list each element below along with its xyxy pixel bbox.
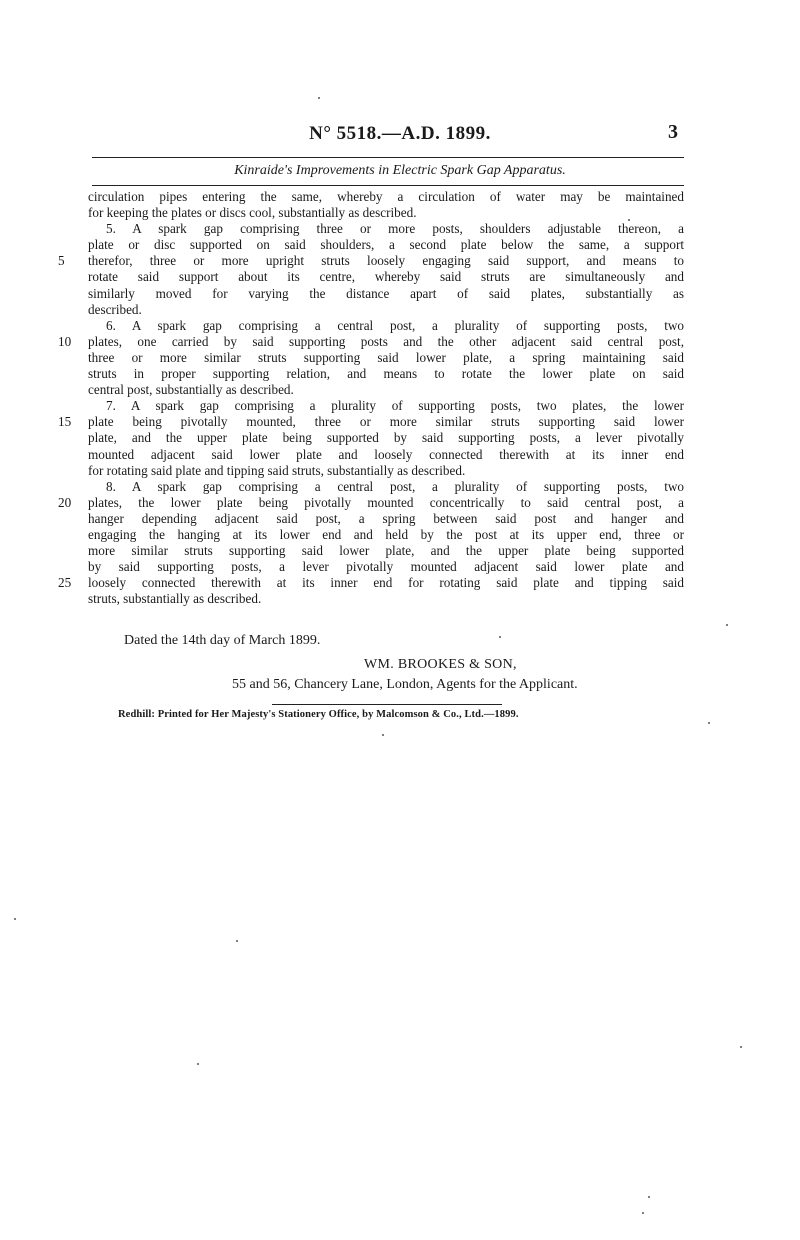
line-text: struts in proper supporting relation, and means to rotate the lower plate on said: [88, 366, 684, 382]
line-text: 5. A spark gap comprising three or more posts, shoulders adjustable thereon, a: [106, 221, 684, 237]
line-text: circulation pipes entering the same, whereby a circulation of water may be maintained: [88, 189, 684, 204]
text-line: [88, 479, 684, 495]
text-line: [58, 575, 684, 591]
line-text: described.: [88, 301, 142, 317]
page-title: N° 5518.—A.D. 1899.: [309, 123, 491, 144]
line-text: three or more similar struts supporting said lower plate, a spring maintaining said: [88, 349, 684, 365]
text-line: [88, 189, 684, 205]
line-text: rotate said support about its centre, whereby said struts are simultaneously and: [88, 269, 684, 285]
scan-speck: [236, 940, 238, 942]
text-line: [88, 398, 684, 414]
line-text: therefor, three or more upright struts loosely engaging said support, and means to: [88, 253, 684, 269]
line-number: 5: [58, 253, 65, 269]
scan-speck: [648, 1196, 650, 1198]
line-text: struts, substantially as described.: [88, 591, 262, 607]
line-text: engaging the hanging at its lower end and held by the post at its upper end, three or: [88, 526, 684, 542]
text-line: [58, 253, 684, 269]
text-line: [58, 414, 684, 430]
text-line: [58, 333, 684, 350]
scan-speck: [628, 219, 630, 221]
subtitle-rule: [92, 185, 684, 186]
line-text: plate being pivotally mounted, three or more similar struts supporting said lower: [88, 414, 684, 430]
printer-imprint: Redhill: Printed for Her Majesty's Stationery Office, by Malcomson & Co., Ltd.—1899.: [118, 709, 519, 720]
line-text: loosely connected therewith at its inner end for rotating said plate and tipping said: [88, 575, 684, 591]
text-line: [88, 221, 684, 237]
line-number: 15: [58, 414, 72, 430]
line-text: plates, the lower plate being pivotally mounted concentrically to said central post, a: [88, 494, 684, 510]
scan-speck: [726, 624, 728, 626]
agent-name: WM. BROOKES & SON,: [364, 657, 517, 672]
scan-speck: [708, 722, 710, 724]
scan-speck: [14, 918, 16, 920]
text-line: [88, 591, 684, 607]
line-number: 10: [58, 333, 72, 349]
line-text: 6. A spark gap comprising a central post, a plurality of supporting posts, two: [106, 317, 684, 333]
scan-speck: [318, 97, 320, 99]
claims-text-block: [58, 189, 684, 607]
agent-address: 55 and 56, Chancery Lane, London, Agents for the Applicant.: [232, 677, 578, 692]
text-line: [88, 302, 684, 318]
line-number: 25: [58, 575, 72, 591]
running-subtitle: Kinraide's Improvements in Electric Spark Gap Apparatus.: [234, 163, 566, 178]
line-text: by said supporting posts, a lever pivotally mounted adjacent said lower plate and: [88, 559, 684, 575]
text-line: [88, 366, 684, 382]
header-rule: [92, 157, 684, 158]
line-text: similarly moved for varying the distance apart of said plates, substantially as: [88, 285, 684, 301]
scan-speck: [642, 1212, 644, 1214]
line-text: 7. A spark gap comprising a plurality of supporting posts, two plates, the lower: [106, 398, 684, 414]
text-line: [88, 286, 684, 302]
text-line: [88, 430, 684, 446]
text-line: [88, 382, 684, 398]
page-number: 3: [668, 121, 678, 143]
text-line: [88, 269, 684, 285]
text-line: [88, 511, 684, 527]
line-text: 8. A spark gap comprising a central post, a plurality of supporting posts, two: [106, 478, 684, 494]
scan-speck: [382, 734, 384, 736]
line-text: hanger depending adjacent said post, a spring between said post and hanger and: [88, 510, 684, 526]
text-line: [88, 559, 684, 575]
scan-speck: [740, 1046, 742, 1048]
line-text: mounted adjacent said lower plate and loosely connected therewith at its inner end: [88, 446, 684, 462]
text-line: [88, 543, 684, 559]
scan-speck: [499, 636, 501, 638]
line-text: plates, one carried by said supporting posts and the other adjacent said central post,: [88, 333, 684, 349]
line-number: 20: [58, 494, 72, 510]
dated-line: Dated the 14th day of March 1899.: [124, 633, 321, 648]
scan-speck: [197, 1063, 199, 1065]
text-line: [88, 463, 684, 479]
text-line: [88, 237, 684, 253]
line-text: central post, substantially as described.: [88, 382, 294, 398]
text-line: [88, 318, 684, 334]
line-text: more similar struts supporting said lower plate, and the upper plate being supported: [88, 543, 684, 559]
text-line: [88, 350, 684, 366]
text-line: [88, 205, 684, 221]
line-text: plate, and the upper plate being supported by said supporting posts, a lever pivotally: [88, 430, 684, 446]
line-text: for rotating said plate and tipping said struts, substantially as described.: [88, 462, 466, 478]
imprint-rule: [272, 704, 502, 705]
text-line: [58, 494, 684, 511]
text-line: [88, 527, 684, 543]
text-line: [88, 447, 684, 463]
line-text: for keeping the plates or discs cool, substantially as described.: [88, 205, 417, 221]
line-text: plate or disc supported on said shoulders, a second plate below the same, a support: [88, 237, 684, 253]
